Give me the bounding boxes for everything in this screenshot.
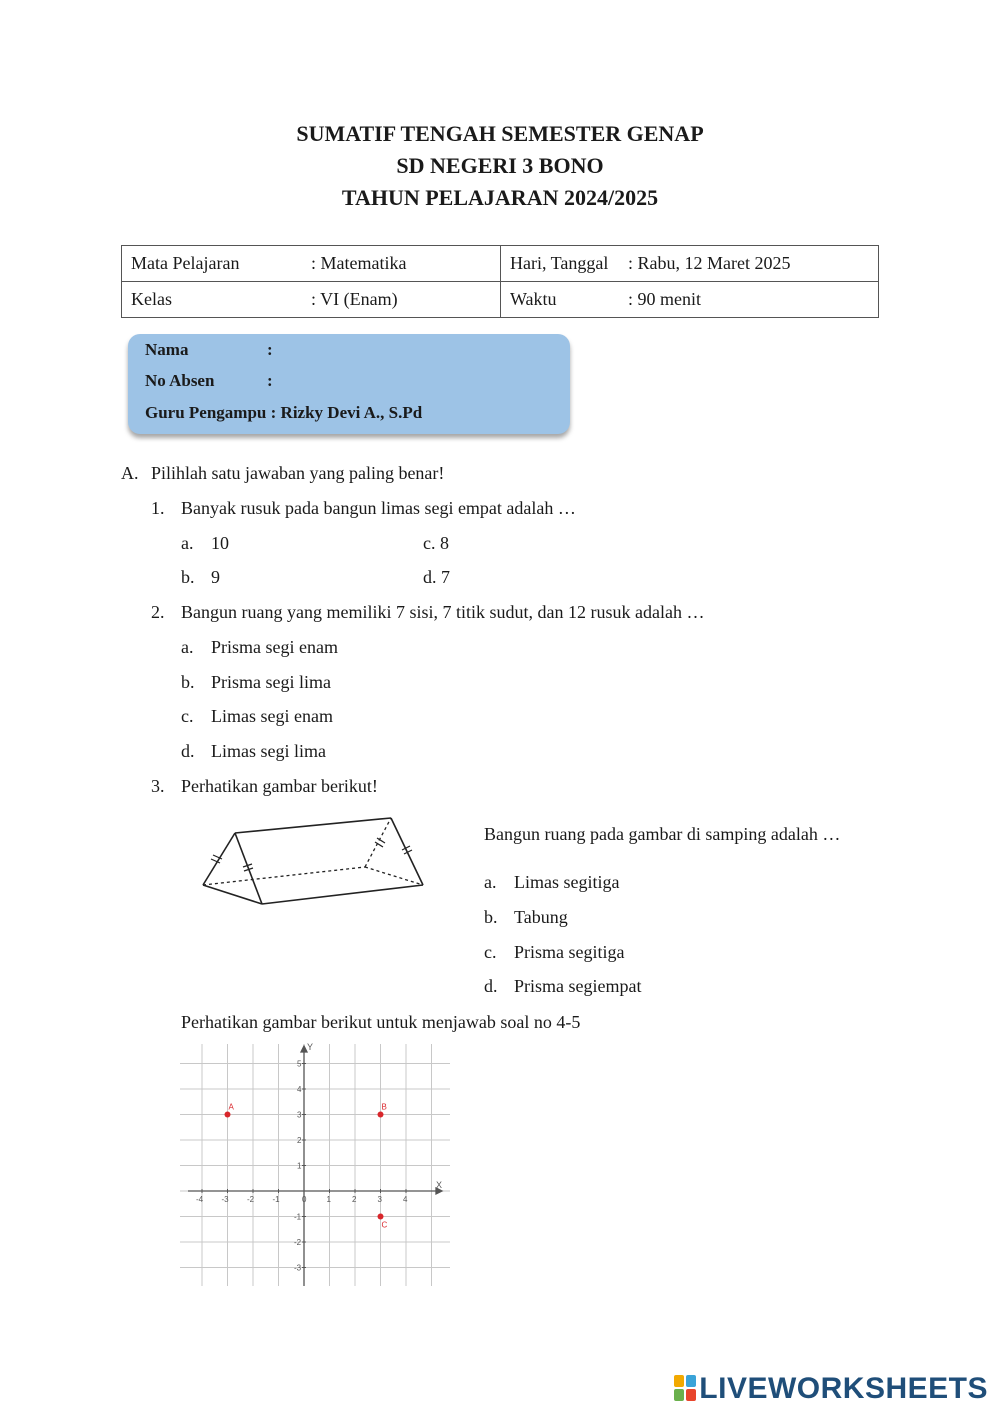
x-tick-label: 2: [352, 1195, 357, 1204]
option-text: 7: [441, 567, 450, 587]
prism-edge: [235, 818, 391, 833]
point-a: [225, 1112, 231, 1118]
q1-option-c[interactable]: [423, 533, 449, 554]
student-identity-box: [128, 334, 570, 434]
q1-option-b[interactable]: [181, 567, 220, 588]
question-1: [151, 498, 576, 519]
option-letter: b.: [181, 567, 195, 587]
section-marker: A.: [121, 463, 139, 483]
absen-label: No Absen: [145, 371, 215, 390]
q1-option-d[interactable]: [423, 567, 450, 588]
prism-edge: [235, 833, 262, 904]
teacher-label: Guru Pengampu : Rizky Devi A., S.Pd: [145, 403, 423, 422]
option-letter: d.: [181, 741, 195, 761]
question-number: 3.: [151, 776, 165, 796]
prism-edge: [203, 885, 262, 904]
section-a-instruction: [121, 463, 444, 484]
brand-name: LIVEWORKSHEETS: [699, 1372, 988, 1405]
date-label: Hari, Tanggal: [510, 253, 609, 273]
x-tick-label: -4: [196, 1195, 204, 1204]
absen-row: [145, 371, 273, 391]
question-2: [151, 602, 704, 623]
prism-hidden-edge: [365, 818, 391, 867]
q2-option-c[interactable]: [181, 706, 333, 727]
table-row: [122, 246, 879, 282]
point-label: C: [381, 1220, 388, 1230]
school-name: SD NEGERI 3 BONO: [396, 153, 604, 178]
time-cell: [501, 282, 879, 318]
option-text: Prisma segitiga: [514, 942, 625, 962]
option-letter: d.: [423, 567, 437, 587]
y-tick-label: -1: [294, 1212, 302, 1222]
option-letter: a.: [484, 872, 497, 892]
x-tick-label: -1: [272, 1195, 280, 1204]
x-axis-label: X: [436, 1180, 443, 1190]
table-row: [122, 282, 879, 318]
option-text: Prisma segi enam: [211, 637, 338, 657]
option-text: Limas segi lima: [211, 741, 326, 761]
equal-mark: [375, 842, 383, 847]
section-instruction: Pilihlah satu jawaban yang paling benar!: [151, 463, 445, 483]
class-label: Kelas: [131, 289, 172, 309]
x-tick-label: -3: [221, 1195, 229, 1204]
option-text: Limas segi enam: [211, 706, 333, 726]
y-tick-label: 5: [297, 1059, 302, 1069]
class-cell: [122, 282, 501, 318]
liveworksheets-logo: [674, 1372, 988, 1406]
point-c: [378, 1214, 384, 1220]
prism-edge: [203, 833, 235, 885]
option-text: 10: [211, 533, 229, 553]
x-tick-label: 4: [403, 1195, 408, 1204]
absen-colon: :: [267, 371, 273, 390]
grid-intro: Perhatikan gambar berikut untuk menjawab soal no 4-5: [181, 1012, 581, 1032]
q2-option-a[interactable]: [181, 637, 338, 658]
option-letter: c.: [484, 942, 497, 962]
exam-title: SUMATIF TENGAH SEMESTER GENAP: [296, 121, 704, 146]
question-text: Perhatikan gambar berikut!: [181, 776, 378, 796]
x-tick-label: 3: [377, 1195, 382, 1204]
prism-hidden-edge: [365, 867, 423, 885]
subject-label: Mata Pelajaran: [131, 253, 240, 273]
q3-option-c[interactable]: [484, 942, 625, 963]
y-tick-label: -3: [294, 1263, 302, 1273]
option-letter: c.: [181, 706, 194, 726]
y-tick-label: 2: [297, 1136, 302, 1145]
option-letter: b.: [181, 672, 195, 692]
y-tick-label: 1: [297, 1161, 302, 1171]
question-number: 2.: [151, 602, 165, 622]
option-text: 8: [440, 533, 449, 553]
prism-hidden-edge: [203, 867, 365, 885]
option-text: Limas segitiga: [514, 872, 620, 892]
y-tick-label: -2: [294, 1238, 302, 1247]
option-letter: b.: [484, 907, 498, 927]
prism-edge: [391, 818, 423, 885]
subject-value: : Matematika: [311, 253, 407, 273]
question-number: 1.: [151, 498, 165, 518]
q3-option-b[interactable]: [484, 907, 568, 928]
date-value: : Rabu, 12 Maret 2025: [628, 253, 791, 273]
name-colon: :: [267, 340, 273, 359]
option-text: Tabung: [514, 907, 568, 927]
point-label: B: [381, 1102, 387, 1112]
point-label: A: [228, 1102, 234, 1112]
date-cell: [501, 246, 879, 282]
class-value: : VI (Enam): [311, 289, 398, 309]
name-row: [145, 340, 273, 360]
triangular-prism-figure: [195, 812, 435, 912]
option-letter: a.: [181, 533, 194, 553]
point-b: [378, 1112, 384, 1118]
option-letter: a.: [181, 637, 194, 657]
y-axis-label: Y: [307, 1042, 314, 1052]
x-tick-label: -2: [247, 1195, 255, 1204]
question-3: [151, 776, 378, 797]
option-text: Prisma segiempat: [514, 976, 642, 996]
question-text: Bangun ruang yang memiliki 7 sisi, 7 titik sudut, dan 12 rusuk adalah …: [181, 602, 705, 622]
q3-option-d[interactable]: [484, 976, 641, 997]
y-tick-label: 4: [297, 1085, 302, 1094]
prism-edge: [262, 885, 423, 904]
x-tick-label: 0: [302, 1195, 307, 1204]
q2-option-d[interactable]: [181, 741, 326, 762]
q3-prompt: Bangun ruang pada gambar di samping adalah …: [484, 824, 841, 844]
q2-option-b[interactable]: [181, 672, 331, 693]
x-tick-label: 1: [326, 1195, 331, 1204]
academic-year: TAHUN PELAJARAN 2024/2025: [341, 185, 659, 210]
equal-mark: [377, 838, 385, 843]
name-label: Nama: [145, 340, 189, 359]
coordinate-grid: [178, 1040, 453, 1290]
y-tick-label: 3: [297, 1110, 302, 1120]
time-value: : 90 menit: [628, 289, 701, 309]
option-text: Prisma segi lima: [211, 672, 331, 692]
option-text: 9: [211, 567, 220, 587]
q1-option-a[interactable]: [181, 533, 229, 554]
option-letter: d.: [484, 976, 498, 996]
question-text: Banyak rusuk pada bangun limas segi empat adalah …: [181, 498, 576, 518]
subject-cell: [122, 246, 501, 282]
time-label: Waktu: [510, 289, 557, 309]
q3-option-a[interactable]: [484, 872, 619, 893]
option-letter: c.: [423, 533, 436, 553]
liveworksheets-logo-icon: [674, 1375, 696, 1401]
exam-info-table: [121, 245, 879, 318]
